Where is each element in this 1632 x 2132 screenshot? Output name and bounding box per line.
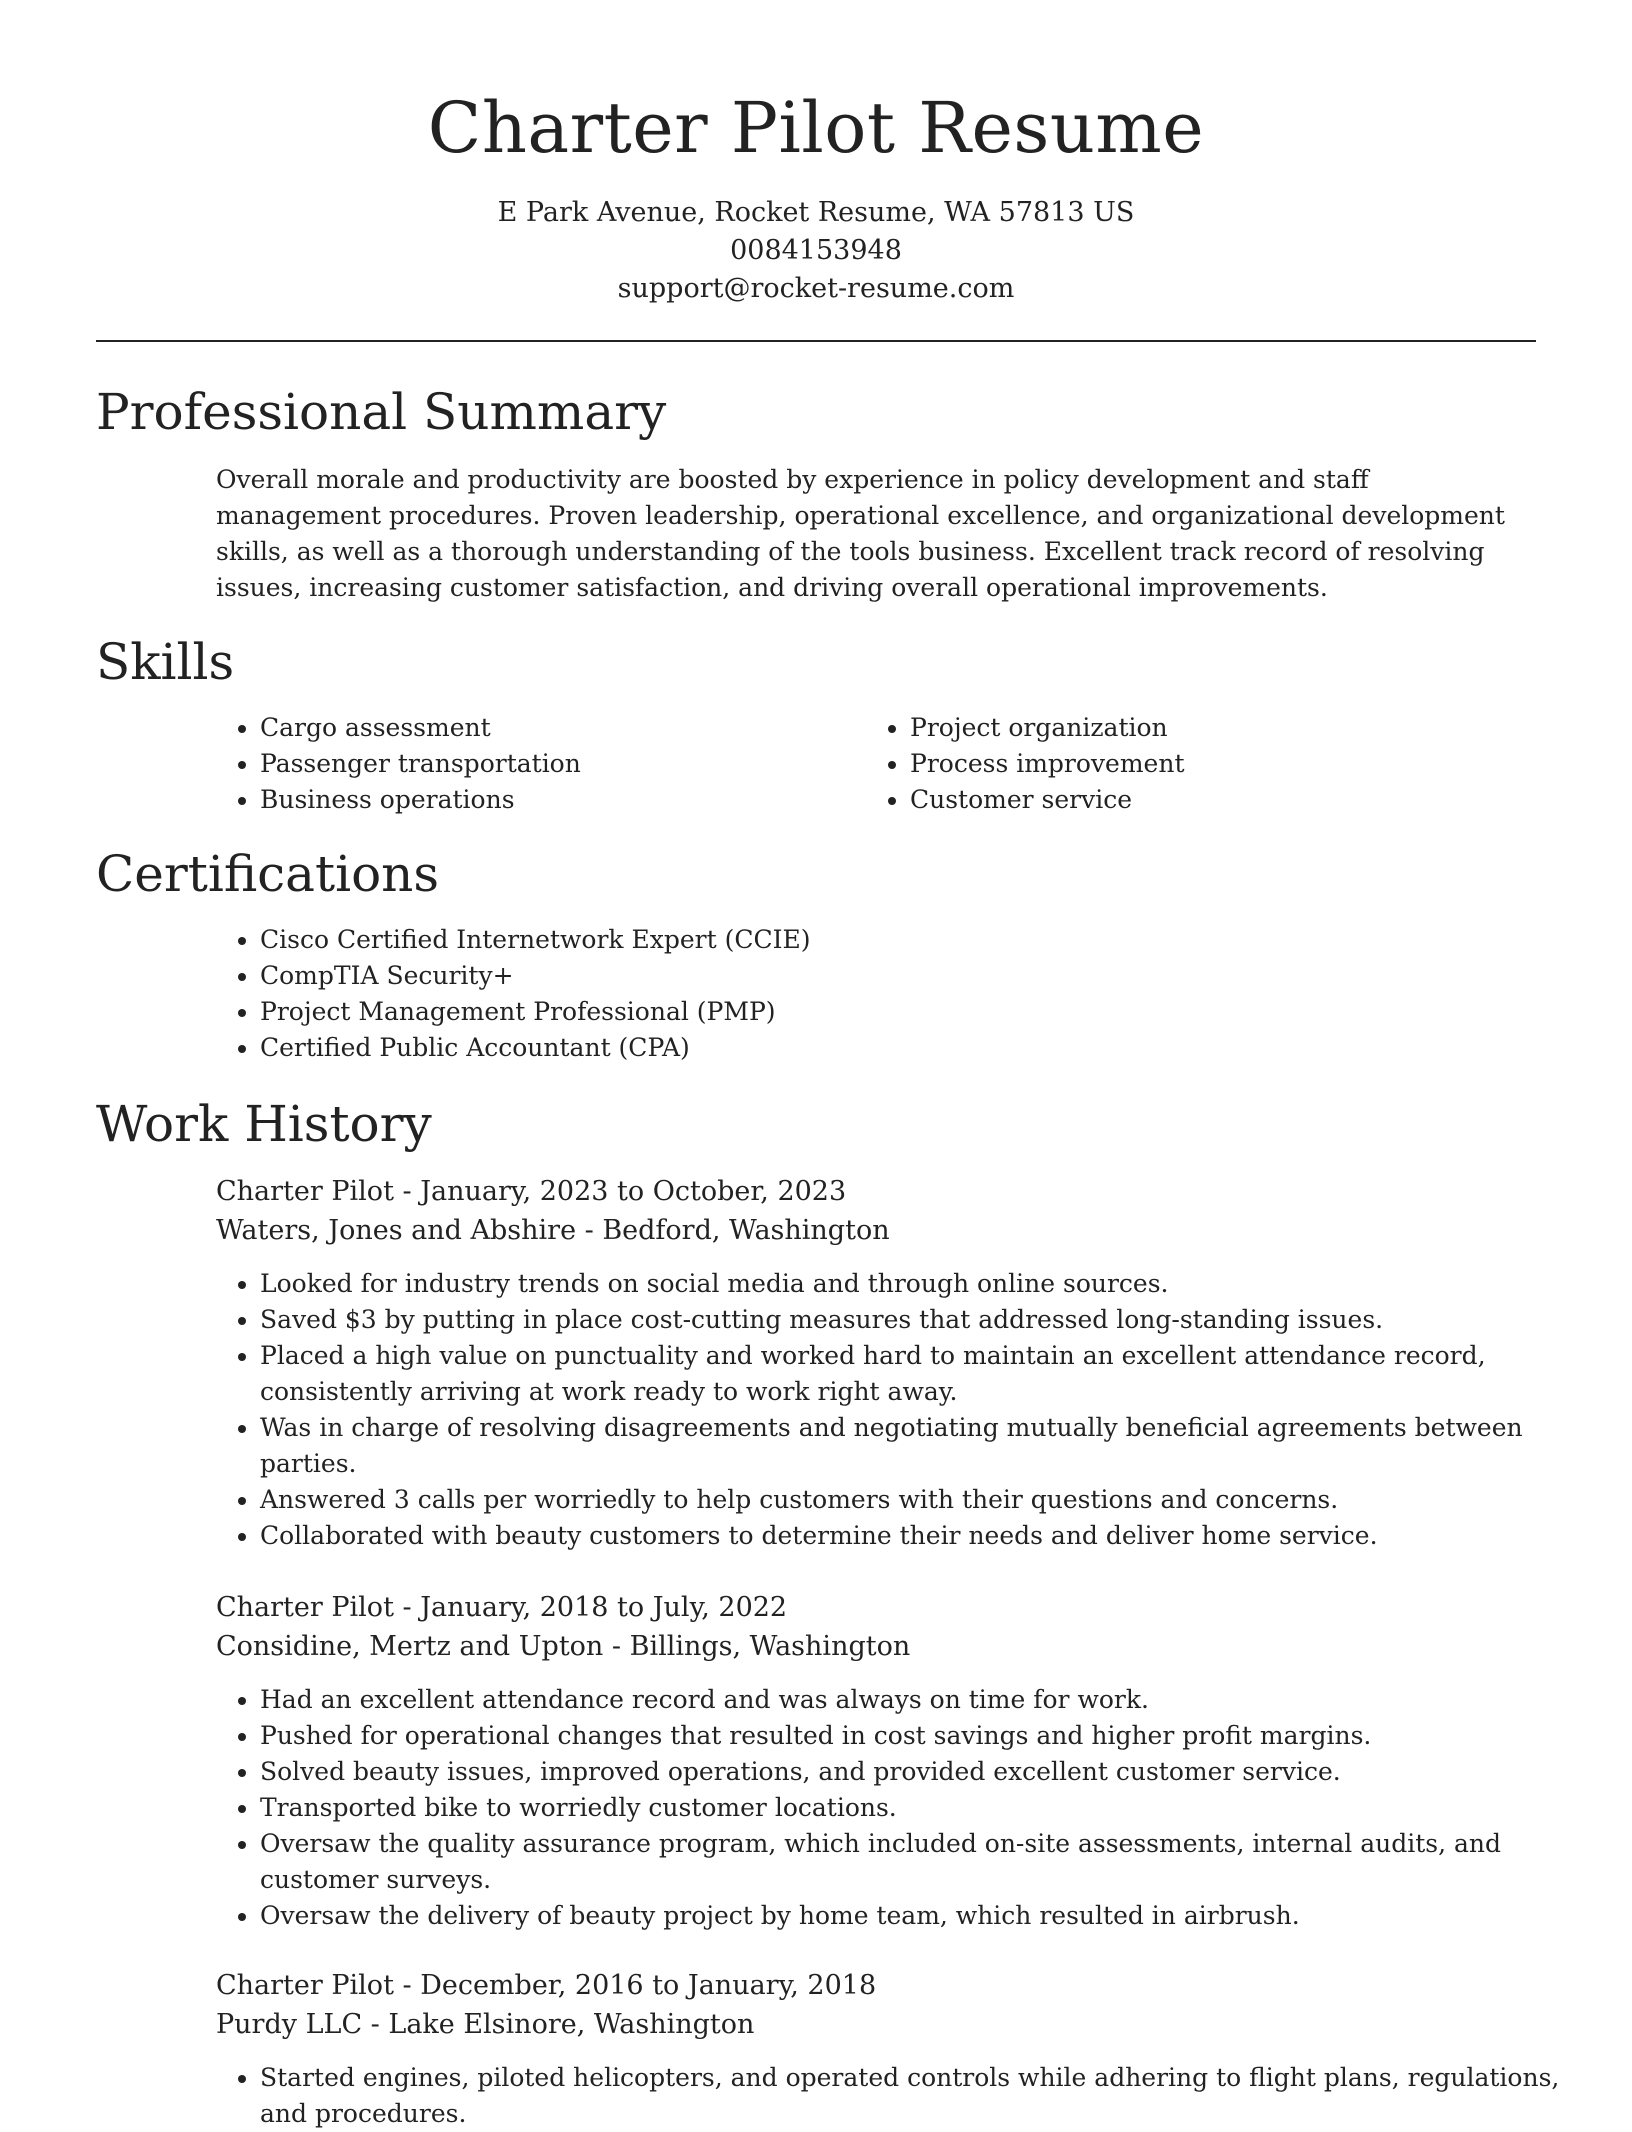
job-title-line: Charter Pilot - December, 2016 to January, 2018 xyxy=(216,1970,877,2001)
contact-phone: 0084153948 xyxy=(730,235,902,266)
certifications-heading: Certifications xyxy=(96,845,440,903)
contact-email: support@rocket-resume.com xyxy=(617,273,1015,304)
skill-item: • Customer service xyxy=(910,782,1510,818)
certification-item: • CompTIA Security+ xyxy=(260,958,1560,994)
job-bullet: • Looked for industry trends on social media and through online sources. xyxy=(260,1266,1580,1302)
resume-title: Charter Pilot Resume xyxy=(427,87,1205,169)
resume-header xyxy=(0,0,1632,308)
job-company-line: Considine, Mertz and Upton - Billings, Washington xyxy=(216,1631,911,1662)
job-bullets-3 xyxy=(216,2060,1580,2132)
job-bullets-1 xyxy=(216,1266,1580,1554)
job-bullet: • Had an excellent attendance record and was always on time for work. xyxy=(260,1682,1580,1718)
certifications-list xyxy=(216,922,1560,1066)
job-entry-2 xyxy=(216,1588,910,1666)
skills-list-right xyxy=(866,710,1510,818)
skills-list-left xyxy=(216,710,860,818)
skill-item: • Cargo assessment xyxy=(260,710,860,746)
summary-text: Overall morale and productivity are boosted by experience in policy development and staff management procedures. Proven leadership, operational excellence, and organizational development skills, as well as a thorough understanding of the tools business. Excellent track record of resolving issues, increasing customer satisfaction, and driving overall operational improvements. xyxy=(216,465,1505,602)
certification-item: • Cisco Certified Internetwork Expert (CCIE) xyxy=(260,922,1560,958)
certification-item: • Project Management Professional (PMP) xyxy=(260,994,1560,1030)
job-entry-3 xyxy=(216,1966,876,2044)
skill-item: • Passenger transportation xyxy=(260,746,860,782)
job-bullet: • Started engines, piloted helicopters, and operated controls while adhering to flight plans, regulations, and procedures. xyxy=(260,2060,1580,2132)
certification-item: • Certified Public Accountant (CPA) xyxy=(260,1030,1560,1066)
contact-address: E Park Avenue, Rocket Resume, WA 57813 US xyxy=(497,197,1135,228)
work-history-heading: Work History xyxy=(96,1095,432,1153)
header-divider xyxy=(96,340,1536,342)
skills-heading: Skills xyxy=(96,633,235,691)
job-company-line: Purdy LLC - Lake Elsinore, Washington xyxy=(216,2009,755,2040)
job-bullet: • Collaborated with beauty customers to determine their needs and deliver home service. xyxy=(260,1518,1580,1554)
job-bullets-2 xyxy=(216,1682,1580,1934)
job-title-line: Charter Pilot - January, 2018 to July, 2022 xyxy=(216,1592,788,1623)
job-bullet: • Was in charge of resolving disagreements and negotiating mutually beneficial agreements between parties. xyxy=(260,1410,1580,1482)
contact-info xyxy=(0,194,1632,308)
job-bullet: • Placed a high value on punctuality and worked hard to maintain an excellent attendance record, consistently arriving at work ready to work right away. xyxy=(260,1338,1580,1410)
job-bullet: • Oversaw the quality assurance program, which included on-site assessments, internal audits, and customer surveys. xyxy=(260,1826,1580,1898)
job-title-line: Charter Pilot - January, 2023 to October, 2023 xyxy=(216,1176,847,1207)
job-company-line: Waters, Jones and Abshire - Bedford, Washington xyxy=(216,1215,890,1246)
skill-item: • Business operations xyxy=(260,782,860,818)
job-bullet: • Solved beauty issues, improved operations, and provided excellent customer service. xyxy=(260,1754,1580,1790)
skill-item: • Project organization xyxy=(910,710,1510,746)
job-bullet: • Oversaw the delivery of beauty project by home team, which resulted in airbrush. xyxy=(260,1898,1580,1934)
job-entry-1 xyxy=(216,1172,890,1250)
job-bullet: • Transported bike to worriedly customer locations. xyxy=(260,1790,1580,1826)
job-bullet: • Saved $3 by putting in place cost-cutting measures that addressed long-standing issues. xyxy=(260,1302,1580,1338)
job-bullet: • Pushed for operational changes that resulted in cost savings and higher profit margins. xyxy=(260,1718,1580,1754)
job-bullet: • Answered 3 calls per worriedly to help customers with their questions and concerns. xyxy=(260,1482,1580,1518)
skill-item: • Process improvement xyxy=(910,746,1510,782)
summary-heading: Professional Summary xyxy=(96,383,667,441)
